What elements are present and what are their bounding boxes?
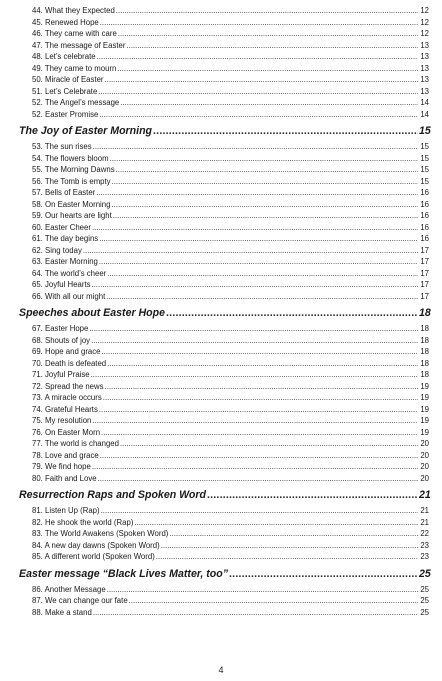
- toc-title: 68. Shouts of joy: [32, 335, 91, 345]
- dot-leader: [99, 109, 418, 121]
- toc-entry: [19, 427, 429, 439]
- toc-title: The Joy of Easter Morning: [19, 125, 153, 137]
- toc-title: 48. Let’s celebrate: [32, 52, 96, 61]
- dot-leader: [166, 303, 418, 323]
- dot-leader: [92, 222, 418, 234]
- toc-entry: [19, 153, 429, 165]
- toc-entry: [19, 109, 429, 121]
- toc-page-number: 17: [420, 245, 429, 255]
- dot-leader: [113, 210, 418, 222]
- toc-entry: [19, 323, 429, 335]
- toc-title: 72. Spread the news: [32, 381, 104, 391]
- toc-page-number: 13: [420, 75, 429, 84]
- toc-title: 44. What they Expected: [32, 6, 115, 15]
- dot-leader: [126, 40, 418, 52]
- toc-page-number: 13: [420, 40, 429, 50]
- dot-leader: [92, 415, 418, 427]
- toc-title: 69. Hope and grace: [32, 347, 101, 356]
- toc-title: 75. My resolution: [32, 416, 92, 425]
- toc-entry: [19, 199, 429, 211]
- toc-page-number: 16: [420, 234, 429, 243]
- dot-leader: [134, 517, 418, 529]
- toc-page-number: 12: [420, 29, 429, 38]
- toc-title: 55. The Morning Dawns: [32, 165, 115, 174]
- toc-section-heading: [19, 303, 429, 323]
- dot-leader: [101, 505, 418, 517]
- toc-page-number: 14: [420, 98, 429, 107]
- toc-title: 79. We find hope: [32, 462, 91, 471]
- toc-page-number: 19: [420, 416, 429, 425]
- toc-title: 62. Sing today: [32, 245, 82, 255]
- toc-entry: [19, 584, 429, 596]
- toc-section-heading: [19, 121, 429, 141]
- toc-entry: [19, 86, 429, 98]
- dot-leader: [103, 392, 418, 404]
- toc-entry: [19, 607, 429, 619]
- dot-leader: [129, 595, 418, 607]
- dot-leader: [107, 584, 418, 596]
- dot-leader: [99, 233, 418, 245]
- toc-title: 78. Love and grace: [32, 450, 99, 460]
- dot-leader: [89, 323, 418, 335]
- toc-page-number: 16: [420, 222, 429, 232]
- toc-page-number: 13: [420, 52, 429, 61]
- dot-leader: [92, 279, 418, 291]
- toc-title: 67. Easter Hope: [32, 324, 89, 333]
- toc-title: 84. A new day dawns (Spoken Word): [32, 540, 160, 550]
- toc-page-number: 19: [420, 404, 429, 414]
- dot-leader: [99, 404, 418, 416]
- toc-entry: [19, 595, 429, 607]
- toc-entry: [19, 291, 429, 303]
- dot-leader: [98, 473, 418, 485]
- toc-title: 59. Our hearts are light: [32, 211, 112, 220]
- dot-leader: [93, 141, 418, 153]
- toc-page-number: 14: [420, 109, 429, 119]
- dot-leader: [156, 551, 418, 563]
- dot-leader: [100, 450, 418, 462]
- toc-entry: [19, 335, 429, 347]
- page-number: 4: [218, 665, 224, 675]
- toc-entry: [19, 279, 429, 291]
- dot-leader: [118, 28, 418, 40]
- toc-entry: [19, 438, 429, 450]
- dot-leader: [117, 63, 418, 75]
- toc-page-number: 21: [420, 506, 429, 515]
- toc-title: 56. The Tomb is empty: [32, 176, 111, 186]
- toc-entry: [19, 187, 429, 199]
- toc-page-number: 25: [419, 567, 431, 580]
- dot-leader: [153, 121, 418, 141]
- dot-leader: [92, 461, 418, 473]
- toc-entry: [19, 415, 429, 427]
- toc-entry: [19, 450, 429, 462]
- toc-title: 46. They came with care: [32, 29, 117, 38]
- dot-leader: [91, 369, 418, 381]
- toc-title: 74. Grateful Hearts: [32, 404, 98, 414]
- toc-title: 71. Joyful Praise: [32, 370, 90, 379]
- toc-title: 54. The flowers bloom: [32, 153, 109, 163]
- toc-section-heading: [19, 485, 429, 505]
- toc-title: 51. Let’s Celebrate: [32, 86, 98, 96]
- toc-entry: [19, 63, 429, 75]
- toc-page-number: 20: [420, 450, 429, 460]
- toc-title: 57. Bells of Easter: [32, 188, 96, 197]
- toc-page-number: 17: [420, 280, 429, 289]
- toc-title: 61. The day begins: [32, 234, 99, 243]
- toc-section-heading: [19, 564, 429, 584]
- toc-entry: [19, 369, 429, 381]
- toc-entry: [19, 517, 429, 529]
- toc-entry: [19, 233, 429, 245]
- toc-page-number: 19: [420, 381, 429, 391]
- dot-leader: [83, 245, 418, 257]
- toc-page-number: 19: [420, 427, 429, 437]
- toc-entry: [19, 505, 429, 517]
- toc-entry: [19, 268, 429, 280]
- toc-page-number: 15: [420, 153, 429, 163]
- toc-page-number: 20: [420, 462, 429, 471]
- toc-page-number: 15: [420, 176, 429, 186]
- dot-leader: [116, 5, 418, 17]
- toc-entry: [19, 551, 429, 563]
- toc-entry: [19, 17, 429, 29]
- toc-title: 52. The Angel’s message: [32, 98, 120, 107]
- toc-page-number: 17: [420, 268, 429, 278]
- toc-entry: [19, 346, 429, 358]
- toc-page-number: 15: [420, 142, 429, 151]
- table-of-contents: [19, 5, 429, 618]
- toc-page-number: 18: [420, 347, 429, 356]
- toc-page-number: 13: [420, 63, 429, 73]
- dot-leader: [111, 199, 418, 211]
- toc-entry: [19, 256, 429, 268]
- toc-entry: [19, 176, 429, 188]
- toc-page-number: 12: [420, 17, 429, 27]
- toc-title: Speeches about Easter Hope: [19, 307, 166, 319]
- toc-entry: [19, 51, 429, 63]
- toc-title: 63. Easter Morning: [32, 257, 98, 266]
- toc-title: 64. The world’s cheer: [32, 268, 107, 278]
- toc-entry: [19, 141, 429, 153]
- dot-leader: [116, 164, 418, 176]
- toc-title: 50. Miracle of Easter: [32, 75, 104, 84]
- dot-leader: [107, 268, 418, 280]
- toc-title: 77. The world is changed: [32, 439, 119, 448]
- toc-entry: [19, 540, 429, 552]
- toc-title: 73. A miracle occurs: [32, 393, 102, 402]
- toc-page-number: 22: [420, 529, 429, 538]
- toc-entry: [19, 381, 429, 393]
- toc-page-number: 15: [419, 125, 431, 137]
- toc-entry: [19, 473, 429, 485]
- toc-title: 76. On Easter Morn: [32, 427, 101, 437]
- toc-title: 81. Listen Up (Rap): [32, 506, 100, 515]
- toc-page-number: 12: [420, 6, 429, 15]
- toc-entry: [19, 164, 429, 176]
- toc-title: 47. The message of Easter: [32, 40, 126, 50]
- dot-leader: [207, 485, 418, 505]
- toc-page-number: 25: [420, 607, 429, 617]
- dot-leader: [99, 256, 418, 268]
- dot-leader: [107, 358, 418, 370]
- toc-entry: [19, 74, 429, 86]
- dot-leader: [105, 74, 418, 86]
- dot-leader: [112, 176, 418, 188]
- toc-page-number: 17: [420, 257, 429, 266]
- toc-entry: [19, 461, 429, 473]
- dot-leader: [110, 153, 418, 165]
- dot-leader: [101, 427, 418, 439]
- toc-entry: [19, 404, 429, 416]
- toc-title: Resurrection Raps and Spoken Word: [19, 489, 206, 501]
- dot-leader: [161, 540, 418, 552]
- toc-entry: [19, 528, 429, 540]
- toc-page-number: 16: [420, 211, 429, 220]
- toc-title: 85. A different world (Spoken Word): [32, 552, 155, 561]
- toc-entry: [19, 210, 429, 222]
- toc-title: 52. Easter Promise: [32, 109, 99, 119]
- toc-title: 49. They came to mourn: [32, 63, 117, 73]
- dot-leader: [120, 438, 418, 450]
- toc-page-number: 21: [419, 489, 431, 501]
- toc-title: Easter message “Black Lives Matter, too”: [19, 567, 229, 580]
- dot-leader: [100, 17, 418, 29]
- toc-page-number: 23: [420, 552, 429, 561]
- toc-page-number: 17: [420, 291, 429, 301]
- dot-leader: [105, 381, 418, 393]
- toc-title: 45. Renewed Hope: [32, 17, 99, 27]
- toc-entry: [19, 222, 429, 234]
- toc-page-number: 19: [420, 393, 429, 402]
- toc-entry: [19, 28, 429, 40]
- toc-page-number: 16: [420, 188, 429, 197]
- dot-leader: [98, 86, 418, 98]
- toc-entry: [19, 392, 429, 404]
- toc-page-number: 20: [420, 473, 429, 483]
- toc-page-number: 25: [420, 584, 429, 594]
- toc-title: 60. Easter Cheer: [32, 222, 91, 232]
- toc-page-number: 25: [420, 596, 429, 605]
- dot-leader: [229, 564, 418, 584]
- toc-entry: [19, 97, 429, 109]
- dot-leader: [106, 291, 418, 303]
- toc-page-number: 23: [420, 540, 429, 550]
- dot-leader: [93, 607, 418, 619]
- toc-title: 86. Another Message: [32, 584, 106, 594]
- toc-page-number: 15: [420, 165, 429, 174]
- toc-title: 83. The World Awakens (Spoken Word): [32, 529, 169, 538]
- toc-page-number: 21: [420, 517, 429, 527]
- toc-title: 82. He shook the world (Rap): [32, 517, 134, 527]
- dot-leader: [96, 187, 418, 199]
- toc-title: 66. With all our might: [32, 291, 106, 301]
- toc-title: 53. The sun rises: [32, 142, 92, 151]
- toc-entry: [19, 5, 429, 17]
- toc-page-number: 20: [420, 439, 429, 448]
- toc-page-number: 18: [420, 358, 429, 368]
- toc-page-number: 18: [419, 307, 431, 319]
- toc-entry: [19, 245, 429, 257]
- toc-page-number: 18: [420, 324, 429, 333]
- toc-title: 58. On Easter Morning: [32, 199, 111, 209]
- dot-leader: [91, 335, 418, 347]
- toc-page-number: 16: [420, 199, 429, 209]
- dot-leader: [97, 51, 418, 63]
- dot-leader: [169, 528, 418, 540]
- toc-title: 65. Joyful Hearts: [32, 280, 91, 289]
- toc-page-number: 18: [420, 370, 429, 379]
- toc-entry: [19, 40, 429, 52]
- toc-page-number: 18: [420, 335, 429, 345]
- toc-title: 88. Make a stand: [32, 607, 92, 617]
- toc-title: 80. Faith and Love: [32, 473, 97, 483]
- toc-entry: [19, 358, 429, 370]
- toc-title: 70. Death is defeated: [32, 358, 107, 368]
- toc-page-number: 13: [420, 86, 429, 96]
- toc-title: 87. We can change our fate: [32, 596, 128, 605]
- dot-leader: [120, 97, 418, 109]
- dot-leader: [102, 346, 419, 358]
